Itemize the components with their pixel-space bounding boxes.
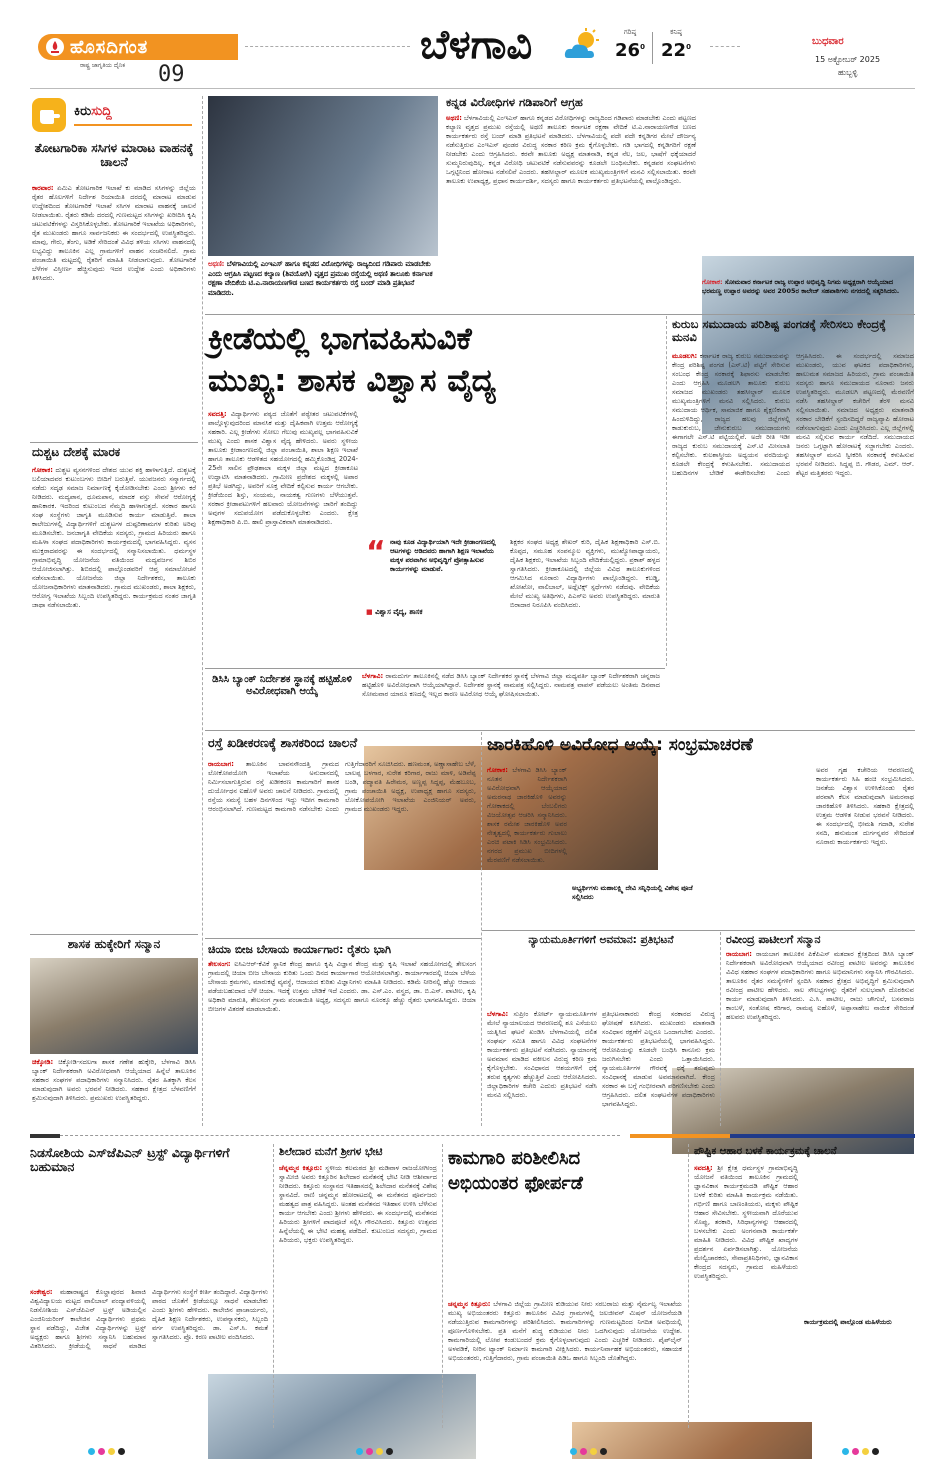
reg-dot [366, 1448, 373, 1455]
lamp-icon [46, 38, 64, 56]
dateline: ಸವದತ್ತಿ: [208, 410, 227, 418]
dateline: ಬೆಳಗಾವಿ: [487, 1010, 509, 1018]
story-jarkiholi-1: ಗೋಕಾಕ: ಬೆಳಗಾವಿ ಡಿಸಿಸಿ ಬ್ಯಾಂಕ್ ನೂತನ ನಿರ್ದೇಶಕರಾಗಿ ಅವಿರೋಧವಾಗಿ ಆಯ್ಕೆಯಾದ ಅಮರನಾಥ ಜಾರಕಿಹೊಳಿ ಅವರನ್ನು ಗೋಕಾಕದಲ್ಲಿ ಬೆಂಬಲಿಗರು ವಿಜಯೋತ್ಸವ ಆಚರಿಸಿ ಸನ್ಮಾನಿಸಿದರು. ಶಾಸಕ ರಮೇಶ ಜಾರಕಿಹೊಳಿ ಅವರ ನೇತೃತ್ವದಲ್ಲಿ ಕಾರ್ಯಕರ್ತರು ಗುಲಾಲು ಎರಚಿ ಪಟಾಕಿ ಸಿಡಿಸಿ ಸಂಭ್ರಮಿಸಿದರು. ನಗರದ ಪ್ರಮುಖ ಬೀದಿಗಳಲ್ಲಿ ಮೆರವಣಿಗೆ ನಡೆಸಲಾಯಿತು. [487, 766, 567, 864]
story-jarkiholi-2: ಅವರ ಗೃಹ ಕಚೇರಿಯ ಆವರಣದಲ್ಲಿ ಕಾರ್ಯಕರ್ತರು ಸಿಹಿ ಹಂಚಿ ಸಂಭ್ರಮಿಸಿದರು. ಜನತೆಯ ವಿಶ್ವಾಸ ಉಳಿಸಿಕೊಂಡು ರೈತರ ಪರವಾಗಿ ಕೆಲಸ ಮಾಡುವುದಾಗಿ ಅಮರನಾಥ ಜಾರಕಿಹೊಳಿ ತಿಳಿಸಿದರು. ಸಹಕಾರಿ ಕ್ಷೇತ್ರದಲ್ಲಿ ಉತ್ತಮ ಆಡಳಿತ ನೀಡುವ ಭರವಸೆ ನೀಡಿದರು. ಈ ಸಂದರ್ಭದಲ್ಲಿ ಭೀಮಶಿ ಗದಾಡಿ, ಸುರೇಶ ಸನದಿ, ಹನುಮಂತ ದುರ್ಗನ್ನವರ ಸೇರಿದಂತೆ ನೂರಾರು ಕಾರ್ಯಕರ್ತರು ಇದ್ದರು. [816, 766, 914, 846]
story-hl-addiction: ದುಶ್ಚಟ ದೇಶಕ್ಕೆ ಮಾರಕ [32, 445, 121, 459]
story-kannada: ಅಥಣಿ: ಬೆಳಗಾವಿಯಲ್ಲಿ ಎಂಇಎಸ್ ಹಾಗೂ ಕನ್ನಡದ ವಿರೋಧಿಗಳನ್ನು ರಾಜ್ಯದಿಂದ ಗಡಿಪಾರು ಮಾಡಬೇಕು ಎಂದು ಪಟ್ಟಣದ ಕಲ್ಯಾಣ ವೃತ್ತದ ಪ್ರಮುಖ ರಸ್ತೆಯಲ್ಲಿ ಅಥಣಿ ತಾಲೂಕು ಕರ್ನಾಟಕ ರಕ್ಷಣಾ ವೇದಿಕೆ ಟಿ.ಎ.ನಾರಾಯಣಗೌಡ ಬಣದ ಕಾರ್ಯಕರ್ತರು ರಸ್ತೆ ಬಂದ್ ಮಾಡಿ ಪ್ರತಿಭಟನೆ ಮಾಡಿದರು. ಬೆಳಗಾವಿಯಲ್ಲಿ ಪದೇ ಪದೇ ಕನ್ನಡಿಗರ ಮೇಲೆ ದೌರ್ಜನ್ಯ ನಡೆಸುತ್ತಿರುವ ಎಂಇಎಸ್ ಪುಂಡರ ವಿರುದ್ಧ ಸರಕಾರ ಕಠಿಣ ಕ್ರಮ ಕೈಗೊಳ್ಳಬೇಕು. ಗಡಿ ಭಾಗದಲ್ಲಿ ಕನ್ನಡಿಗರಿಗೆ ರಕ್ಷಣೆ ನೀಡಬೇಕು ಎಂದು ಆಗ್ರಹಿಸಿದರು. ಕರವೇ ತಾಲೂಕು ಅಧ್ಯಕ್ಷ ಮಾತನಾಡಿ, ಕನ್ನಡ ನೆಲ, ಜಲ, ಭಾಷೆಗೆ ಧಕ್ಕೆಯಾದರೆ ಸುಮ್ಮನಿರುವುದಿಲ್ಲ. ಕನ್ನಡ ವಿರೋಧಿ ಚಟುವಟಿಕೆ ನಡೆಸುವವರನ್ನು ಕೂಡಲೇ ಬಂಧಿಸಬೇಕು. ಕನ್ನಡಪರ ಸಂಘಟನೆಗಳು ಒಗ್ಗಟ್ಟಿನಿಂದ ಹೋರಾಟ ನಡೆಸಲಿವೆ ಎಂದರು. ತಹಸೀಲ್ದಾರ್ ಮೂಲಕ ಮುಖ್ಯಮಂತ್ರಿಗಳಿಗೆ ಮನವಿ ಸಲ್ಲಿಸಲಾಯಿತು. ಕರವೇ ತಾಲೂಕು ಉಪಾಧ್ಯಕ್ಷ, ಪ್ರಧಾನ ಕಾರ್ಯದರ್ಶಿ, ಸದಸ್ಯರು ಹಾಗೂ ಕಾರ್ಯಕರ್ತರು ಪ್ರತಿಭಟನೆಯಲ್ಲಿ ಪಾಲ್ಗೊಂಡಿದ್ದರು. [446, 114, 696, 185]
reg-dot [862, 1448, 869, 1455]
divider [205, 730, 915, 731]
kirusuddi-column [30, 96, 198, 1126]
lead-headline [208, 318, 660, 404]
photo-protest-road [208, 96, 438, 256]
story-kuruba: ಮೂಡಲಗಿ: ಕರ್ನಾಟಕ ರಾಜ್ಯ ಕುರುಬ ಸಮುದಾಯವನ್ನು ಕೇಂದ್ರ ಪರಿಶಿಷ್ಟ ಪಂಗಡ (ಎಸ್.ಟಿ) ಪಟ್ಟಿಗೆ ಸೇರಿಸುವ ಸಂಬಂಧ ಕೇಂದ್ರ ಸರಕಾರಕ್ಕೆ ಶಿಫಾರಸು ಮಾಡಬೇಕು ಎಂದು ಆಗ್ರಹಿಸಿ ಮೂಡಲಗಿ ತಾಲೂಕು ಕುರುಬ ಸಮಾಜದ ಮುಖಂಡರು ತಹಸೀಲ್ದಾರ್ ಮೂಲಕ ಮುಖ್ಯಮಂತ್ರಿಗಳಿಗೆ ಮನವಿ ಸಲ್ಲಿಸಿದರು. ಕುರುಬ ಸಮುದಾಯ ಆರ್ಥಿಕ, ಸಾಮಾಜಿಕ ಹಾಗೂ ಶೈಕ್ಷಣಿಕವಾಗಿ ಹಿಂದುಳಿದಿದ್ದು, ರಾಜ್ಯದ ಹಲವು ಜಿಲ್ಲೆಗಳಲ್ಲಿ ಕಾಡುಕುರುಬ, ಜೇನುಕುರುಬ ಸಮುದಾಯಗಳು ಈಗಾಗಲೇ ಎಸ್.ಟಿ ಪಟ್ಟಿಯಲ್ಲಿವೆ. ಅದೇ ರೀತಿ ಇಡೀ ರಾಜ್ಯದ ಕುರುಬ ಸಮುದಾಯಕ್ಕೆ ಎಸ್.ಟಿ ಮೀಸಲಾತಿ ಕಲ್ಪಿಸಬೇಕು. ಕುಲಶಾಸ್ತ್ರೀಯ ಅಧ್ಯಯನ ವರದಿಯನ್ನು ಕೂಡಲೇ ಕೇಂದ್ರಕ್ಕೆ ಕಳುಹಿಸಬೇಕು. ಸಮುದಾಯದ ಬಹುದಿನಗಳ ಬೇಡಿಕೆ ಈಡೇರಿಸಬೇಕು ಎಂದು ಆಗ್ರಹಿಸಿದರು. ಈ ಸಂದರ್ಭದಲ್ಲಿ ಸಮಾಜದ ಮುಖಂಡರು, ಯುವ ಘಟಕದ ಪದಾಧಿಕಾರಿಗಳು, ಹಾಲುಮತ ಸಮಾಜದ ಹಿರಿಯರು, ಗ್ರಾಮ ಪಂಚಾಯಿತಿ ಸದಸ್ಯರು ಹಾಗೂ ಸಮುದಾಯದ ನೂರಾರು ಜನರು ಉಪಸ್ಥಿತರಿದ್ದರು. ಮೂಡಲಗಿ ಪಟ್ಟಣದಲ್ಲಿ ಮೆರವಣಿಗೆ ನಡೆಸಿ ತಹಸೀಲ್ದಾರ್ ಕಚೇರಿಗೆ ತೆರಳಿ ಮನವಿ ಸಲ್ಲಿಸಲಾಯಿತು. ಸಮಾಜದ ಅಧ್ಯಕ್ಷರು ಮಾತನಾಡಿ ಸರಕಾರ ಬೇಡಿಕೆಗೆ ಸ್ಪಂದಿಸದಿದ್ದರೆ ರಾಜ್ಯವ್ಯಾಪಿ ಹೋರಾಟ ನಡೆಸಲಾಗುವುದು ಎಂದು ಎಚ್ಚರಿಸಿದರು. ಎಲ್ಲ ಜಿಲ್ಲೆಗಳಲ್ಲಿ ಮನವಿ ಸಲ್ಲಿಸುವ ಕಾರ್ಯ ನಡೆದಿದೆ. ಸಮುದಾಯದ ಜನರು ಒಗ್ಗಟ್ಟಾಗಿ ಹೋರಾಟಕ್ಕೆ ಸಜ್ಜಾಗಬೇಕು ಎಂದರು. ತಹಸೀಲ್ದಾರ್ ಮನವಿ ಸ್ವೀಕರಿಸಿ ಸರಕಾರಕ್ಕೆ ಕಳುಹಿಸುವ ಭರವಸೆ ನೀಡಿದರು. ಸಿದ್ದಪ್ಪ ಬಿ. ಗೌಡರ, ಎಮ್. ಆರ್. ಶೆಟ್ಟರ ಮತ್ತಿತರರು ಇದ್ದರು. [672, 352, 914, 477]
dateline: ಗೋಕಾಕ: [702, 278, 723, 286]
brand-logo-box [46, 34, 226, 60]
header-rule-right [710, 46, 740, 47]
divider [205, 314, 915, 315]
dateline: ರಾಯಬಾಗ: [208, 760, 234, 768]
dateline: ಚಿಕ್ಕೋಡಿ: [32, 1058, 54, 1066]
issue-date: 15 ಅಕ್ಟೋಬರ್ 2025 [815, 55, 881, 64]
lead-body-2: ಶಿಕ್ಷಕರ ಸಂಘದ ಅಧ್ಯಕ್ಷ ಶೇಖರ್ ಕುರಿ, ದೈಹಿಕ ಶಿಕ್ಷಣಾಧಿಕಾರಿ ಎಸ್.ಬಿ. ಕೊಪ್ಪದ, ಸಮೂಹ ಸಂಪನ್ಮೂಲ ವ್ಯಕ್ತಿಗಳು, ಮುಖ್ಯೋಪಾಧ್ಯಾಯರು, ದೈಹಿಕ ಶಿಕ್ಷಕರು, ಇಲಾಖೆಯ ಸಿಬ್ಬಂದಿ ವೇದಿಕೆಯಲ್ಲಿದ್ದರು. ಪ್ರಕಾಶ್ ಹಳ್ಳದ ಸ್ವಾಗತಿಸಿದರು. ಕ್ರೀಡಾಕೂಟದಲ್ಲಿ ಜಿಲ್ಲೆಯ ವಿವಿಧ ತಾಲೂಕುಗಳಿಂದ ಆಗಮಿಸಿದ ನೂರಾರು ವಿದ್ಯಾರ್ಥಿಗಳು ಪಾಲ್ಗೊಂಡಿದ್ದರು. ಕಬಡ್ಡಿ, ಖೋಖೋ, ವಾಲಿಬಾಲ್, ಅಥ್ಲೆಟಿಕ್ಸ್ ಸ್ಪರ್ಧೆಗಳು ನಡೆದವು. ವೇದಿಕೆಯ ಮೇಲೆ ಮುಖ್ಯ ಅತಿಥಿಗಳು, ಪಿಎಸ್ಐ ಅವರು ಉಪಸ್ಥಿತರಿದ್ದರು. ಮಾರುತಿ ಬಿರಾದಾರ ನಿರೂಪಿಸಿ ವಂದಿಸಿದರು. [510, 538, 660, 609]
column-rule [720, 932, 721, 1126]
reg-dot [386, 1448, 393, 1455]
page-number: 09 [158, 62, 185, 87]
column-rule [481, 732, 482, 1126]
brand-tagline: ರಾಷ್ಟ್ರ ಜಾಗೃತಿಯ ದೈನಿಕ [80, 62, 126, 69]
story-hl-nidasoshi: ನಿಡಸೋಶಿಯ ಎಸ್‌ಜೆಪಿಎನ್ ಟ್ರಸ್ಟ್ ವಿದ್ಯಾರ್ಥಿಗಳಿಗೆ ಬಹುಮಾನ [30, 1145, 230, 1175]
story-chia: ತೇಲಸಂಗ: ಐಸಿಎಆರ್-ಕೆವಿಕೆ ಸ್ಥಾನಿಕ ಕೇಂದ್ರ ಹಾಗೂ ಕೃಷಿ ವಿಜ್ಞಾನ ಕೇಂದ್ರ ಮತ್ತು ಕೃಷಿ ಇಲಾಖೆ ಸಹಯೋಗದಲ್ಲಿ ತೇಲಸಂಗ ಗ್ರಾಮದಲ್ಲಿ ಚಿಯಾ ಬೀಜ ಬೇಸಾಯ ಕುರಿತು ಒಂದು ದಿನದ ಕಾರ್ಯಾಗಾರ ಆಯೋಜಿಸಲಾಗಿತ್ತು. ಕಾರ್ಯಾಗಾರದಲ್ಲಿ ಚಿಯಾ ಬೆಳೆಯ ಬೇಸಾಯ ಕ್ರಮಗಳು, ಮಾರುಕಟ್ಟೆ ವ್ಯವಸ್ಥೆ, ಆದಾಯದ ಕುರಿತು ವಿಜ್ಞಾನಿಗಳು ಮಾಹಿತಿ ನೀಡಿದರು. ಕಡಿಮೆ ನೀರಿನಲ್ಲಿ ಹೆಚ್ಚು ಆದಾಯ ಪಡೆಯಬಹುದಾದ ಬೆಳೆ ಚಿಯಾ. ಇದಕ್ಕೆ ಉತ್ತಮ ಬೇಡಿಕೆ ಇದೆ ಎಂದರು. ಡಾ. ಎಸ್.ಎಂ. ವಸ್ತ್ರದ, ಡಾ. ಬಿ.ಎಸ್. ಪಾಟೀಲ, ಕೃಷಿ ಅಧಿಕಾರಿ ಮಾರುತಿ, ತೇಲಸಂಗ ಗ್ರಾಮ ಪಂಚಾಯಿತಿ ಅಧ್ಯಕ್ಷ, ಸದಸ್ಯರು ಹಾಗೂ ನೂರಕ್ಕೂ ಹೆಚ್ಚು ರೈತರು ಭಾಗವಹಿಸಿದ್ದರು. ಚಿಯಾ ಬೀಜಗಳ ವಿತರಣೆ ಮಾಡಲಾಯಿತು. [208, 960, 476, 1013]
dateline: ಗೋಕಾಕ: [32, 466, 53, 474]
reg-dot [872, 1448, 879, 1455]
story-hl-engineer [448, 1146, 682, 1200]
story-nutrition: ಸವದತ್ತಿ: ಶ್ರೀ ಕ್ಷೇತ್ರ ಧರ್ಮಸ್ಥಳ ಗ್ರಾಮಾಭಿವೃದ್ಧಿ ಯೋಜನೆ ವತಿಯಿಂದ ತಾಲೂಕಿನ ಗ್ರಾಮದಲ್ಲಿ ಜ್ಞಾನವಿಕಾಸ ಕಾರ್ಯಕ್ರಮದಡಿ ಪೌಷ್ಟಿಕ ಆಹಾರ ಬಳಕೆ ಕುರಿತು ಮಾಹಿತಿ ಕಾರ್ಯಕ್ರಮ ನಡೆಯಿತು. ಗರ್ಭಿಣಿ ಹಾಗೂ ಬಾಣಂತಿಯರು, ಮಕ್ಕಳು ಪೌಷ್ಟಿಕ ಆಹಾರ ಸೇವಿಸಬೇಕು. ಸ್ಥಳೀಯವಾಗಿ ದೊರೆಯುವ ಸೊಪ್ಪು, ತರಕಾರಿ, ಸಿರಿಧಾನ್ಯಗಳನ್ನು ಆಹಾರದಲ್ಲಿ ಬಳಸಬೇಕು ಎಂದು ಅಂಗನವಾಡಿ ಕಾರ್ಯಕರ್ತೆ ಮಾಹಿತಿ ನೀಡಿದರು. ವಿವಿಧ ಪೌಷ್ಟಿಕ ಖಾದ್ಯಗಳ ಪ್ರದರ್ಶನ ಏರ್ಪಡಿಸಲಾಗಿತ್ತು. ಯೋಜನೆಯ ಮೇಲ್ವಿಚಾರಕರು, ಸೇವಾಪ್ರತಿನಿಧಿಗಳು, ಜ್ಞಾನವಿಕಾಸ ಕೇಂದ್ರದ ಸದಸ್ಯರು, ಗ್ರಾಮದ ಮಹಿಳೆಯರು ಉಪಸ್ಥಿತರಿದ್ದರು. [694, 1164, 798, 1280]
story-hl-nutrition: ಪೌಷ್ಟಿಕ ಆಹಾರ ಬಳಕೆ ಕಾರ್ಯಕ್ರಮಕ್ಕೆ ಚಾಲನೆ [694, 1146, 837, 1157]
divider [30, 934, 198, 935]
dateline: ಸವದತ್ತಿ: [694, 1164, 713, 1172]
kirusuddi-underline [74, 124, 192, 126]
min-temp: 22 [661, 40, 687, 61]
brand-name: ಹೊಸದಿಗಂತ [70, 36, 149, 58]
max-temp-box [610, 28, 650, 68]
engineer-headline-line1: ಕಾಮಗಾರಿ ಪರಿಶೀಲಿಸಿದ [448, 1148, 581, 1169]
rule-accent [730, 1134, 915, 1138]
kirusuddi-badge [30, 96, 198, 136]
registration-marks-center-left [356, 1440, 416, 1450]
reg-dot [842, 1448, 849, 1455]
reg-dot [852, 1448, 859, 1455]
reg-dot [356, 1448, 363, 1455]
story-hl-kuruba: ಕುರುಬ ಸಮುದಾಯ ಪರಿಶಿಷ್ಟ ಪಂಗಡಕ್ಕೆ ಸೇರಿಸಲು ಕೇಂದ್ರಕ್ಕೆ ಮನವಿ [672, 317, 886, 345]
kirusuddi-label-b: ಸುದ್ದಿ [91, 104, 112, 119]
story-hl-dcc: ಡಿಸಿಸಿ ಬ್ಯಾಂಕ್ ನಿರ್ದೇಶಕ ಸ್ಥಾನಕ್ಕೆ ಹಟ್ಟಿಹೊಳಿ ಅವಿರೋಧವಾಗಿ ಆಯ್ಕೆ [212, 674, 352, 697]
dateline: ಅಥಣಿ: [446, 114, 462, 122]
quote-icon: “ [366, 535, 386, 570]
story-hl-road: ರಸ್ತೆ ಖಡೀಕರಣಕ್ಕೆ ಶಾಸಕರಿಂದ ಚಾಲನೆ [208, 735, 358, 750]
column-rule [688, 1144, 689, 1428]
lead-headline-line2: ಮುಖ್ಯ: ಶಾಸಕ ವಿಶ್ವಾಸ ವೈದ್ಯ [208, 363, 496, 399]
city-name: ಬೆಳಗಾವಿ [420, 22, 533, 68]
photo-hukkeri-felicitation [30, 958, 198, 1054]
column-rule [442, 1144, 443, 1428]
registration-marks-center-right [570, 1440, 630, 1450]
deg-mark-min: 0 [686, 43, 691, 51]
reg-dot [570, 1448, 577, 1455]
story-judges-2: ಪ್ರತಿಭಟನಾಕಾರರು ಕೇಂದ್ರ ಸರಕಾರದ ವಿರುದ್ಧ ಘೋಷಣೆ ಕೂಗಿದರು. ಮುಖಂಡರು ಮಾತನಾಡಿ ಸಂವಿಧಾನ ರಕ್ಷಣೆಗೆ ಎಲ್ಲರೂ ಒಂದಾಗಬೇಕು ಎಂದರು. ಕಾರ್ಯಕರ್ತರು ಪ್ರತಿಭಟನೆಯಲ್ಲಿ ಭಾಗವಹಿಸಿದ್ದರು. ಆರೋಪಿಯನ್ನು ಕೂಡಲೇ ಬಂಧಿಸಿ ಕಾನೂನು ಕ್ರಮ ಜರುಗಿಸಬೇಕು ಎಂದು ಒತ್ತಾಯಿಸಿದರು. ನ್ಯಾಯಮೂರ್ತಿಗಳ ಗೌರವಕ್ಕೆ ಧಕ್ಕೆ ತರುವುದು ಸಂವಿಧಾನಕ್ಕೆ ಮಾಡುವ ಅವಮಾನವಾಗಿದೆ. ಕೇಂದ್ರ ಸರಕಾರ ಈ ಬಗ್ಗೆ ಗಂಭೀರವಾಗಿ ಪರಿಗಣಿಸಬೇಕು ಎಂದು ಆಗ್ರಹಿಸಿದರು. ದಲಿತ ಸಂಘಟನೆಗಳ ಪದಾಧಿಕಾರಿಗಳು ಭಾಗವಹಿಸಿದ್ದರು. [602, 1010, 715, 1108]
story-nidasoshi: ಸಂಕೇಶ್ವರ: ಮಹಾರಾಷ್ಟ್ರದ ಕೊಲ್ಹಾಪುರದ ಶಿವಾಜಿ ವಿಶ್ವವಿದ್ಯಾಲಯ ಮಟ್ಟದ ವಾಲಿಬಾಲ್ ಪಂದ್ಯಾವಳಿಯಲ್ಲಿ ನಿಡಸೋಶಿಯ ಎಸ್‌ಜೆಪಿಎನ್ ಟ್ರಸ್ಟ್ ಅಡಿಯಲ್ಲಿನ ಎಂಜಿನಿಯರಿಂಗ್ ಕಾಲೇಜಿನ ವಿದ್ಯಾರ್ಥಿಗಳು ಪ್ರಥಮ ಸ್ಥಾನ ಪಡೆದಿದ್ದು, ವಿಜೇತ ವಿದ್ಯಾರ್ಥಿಗಳನ್ನು ಟ್ರಸ್ಟ್ ಅಧ್ಯಕ್ಷರು ಹಾಗೂ ಶ್ರೀಗಳು ಸನ್ಮಾನಿಸಿ ಬಹುಮಾನ ವಿತರಿಸಿದರು. ಕ್ರೀಡೆಯಲ್ಲಿ ಸಾಧನೆ ಮಾಡಿದ ವಿದ್ಯಾರ್ಥಿಗಳು ಸಂಸ್ಥೆಗೆ ಕೀರ್ತಿ ತಂದಿದ್ದಾರೆ. ವಿದ್ಯಾರ್ಥಿಗಳು ಪಾಠದ ಜೊತೆಗೆ ಕ್ರೀಡೆಯಲ್ಲೂ ಸಾಧನೆ ಮಾಡಬೇಕು ಎಂದು ಶ್ರೀಗಳು ಹೇಳಿದರು. ಕಾಲೇಜಿನ ಪ್ರಾಚಾರ್ಯರು, ದೈಹಿಕ ಶಿಕ್ಷಣ ನಿರ್ದೇಶಕರು, ಉಪನ್ಯಾಸಕರು, ಸಿಬ್ಬಂದಿ ವರ್ಗ ಉಪಸ್ಥಿತರಿದ್ದರು. ಡಾ. ಎಸ್.ಸಿ. ಕಮತೆ ಸ್ವಾಗತಿಸಿದರು. ಪ್ರೊ. ಕಿರಣ ಪಾಟೀಲ ವಂದಿಸಿದರು. [30, 1288, 268, 1350]
header-bottom-rule [30, 88, 915, 89]
deg-mark-max: 0 [640, 43, 645, 51]
registration-marks-right [842, 1440, 902, 1450]
kirusuddi-label-a: ಕಿರು [74, 104, 92, 119]
divider [482, 930, 915, 931]
reg-dot [88, 1448, 95, 1455]
reg-dot [376, 1448, 383, 1455]
rule-accent [630, 1134, 730, 1138]
max-label: ಗರಿಷ್ಠ [623, 28, 637, 36]
story-judges-1: ಬೆಳಗಾವಿ: ಸುಪ್ರೀಂ ಕೋರ್ಟ್ ನ್ಯಾಯಮೂರ್ತಿಗಳ ಮೇಲೆ ನ್ಯಾಯಾಲಯದ ಆವರಣದಲ್ಲಿ ಶೂ ಎಸೆಯಲು ಯತ್ನಿಸಿದ ಘಟನೆ ಖಂಡಿಸಿ ಬೆಳಗಾವಿಯಲ್ಲಿ ದಲಿತ ಸಂಘರ್ಷ ಸಮಿತಿ ಹಾಗೂ ವಿವಿಧ ಸಂಘಟನೆಗಳ ಕಾರ್ಯಕರ್ತರು ಪ್ರತಿಭಟನೆ ನಡೆಸಿದರು. ನ್ಯಾಯಾಂಗಕ್ಕೆ ಅವಮಾನ ಮಾಡಿದ ವಕೀಲನ ವಿರುದ್ಧ ಕಠಿಣ ಕ್ರಮ ಕೈಗೊಳ್ಳಬೇಕು. ಸಂವಿಧಾನದ ಆಶಯಗಳಿಗೆ ಧಕ್ಕೆ ತರುವ ಕೃತ್ಯಗಳು ಹೆಚ್ಚುತ್ತಿವೆ ಎಂದು ಆರೋಪಿಸಿದರು. ಜಿಲ್ಲಾಧಿಕಾರಿಗಳ ಕಚೇರಿ ಎದುರು ಪ್ರತಿಭಟನೆ ನಡೆಸಿ ಮನವಿ ಸಲ್ಲಿಸಿದರು. [487, 1010, 597, 1099]
dateline: ಚನ್ನಮ್ಮನ ಕಿತ್ತೂರು: [448, 1300, 491, 1308]
divider [205, 668, 665, 669]
reg-dot [118, 1448, 125, 1455]
story-engineer: ಚನ್ನಮ್ಮನ ಕಿತ್ತೂರು: ಬೆಳಗಾವಿ ಜಿಲ್ಲೆಯ ಗ್ರಾಮೀಣ ಕುಡಿಯುವ ನೀರು ಸರಬರಾಜು ಮತ್ತು ನೈರ್ಮಲ್ಯ ಇಲಾಖೆಯ ಮುಖ್ಯ ಅಭಿಯಂತರರು ಕಿತ್ತೂರು ತಾಲೂಕಿನ ವಿವಿಧ ಗ್ರಾಮಗಳಲ್ಲಿ ಜಲಜೀವನ್ ಮಿಷನ್ ಯೋಜನೆಯಡಿ ನಡೆಯುತ್ತಿರುವ ಕಾಮಗಾರಿಗಳನ್ನು ಪರಿಶೀಲಿಸಿದರು. ಕಾಮಗಾರಿಗಳನ್ನು ಗುಣಮಟ್ಟದಿಂದ ನಿಗದಿತ ಅವಧಿಯಲ್ಲಿ ಪೂರ್ಣಗೊಳಿಸಬೇಕು. ಪ್ರತಿ ಮನೆಗೆ ಶುದ್ಧ ಕುಡಿಯುವ ನೀರು ಒದಗಿಸುವುದು ಯೋಜನೆಯ ಉದ್ದೇಶ. ಕಾಮಗಾರಿಯಲ್ಲಿ ಲೋಪ ಕಂಡುಬಂದರೆ ಕ್ರಮ ಕೈಗೊಳ್ಳಲಾಗುವುದು ಎಂದು ಎಚ್ಚರಿಕೆ ನೀಡಿದರು. ಪೈಪ್‌ಲೈನ್ ಅಳವಡಿಕೆ, ನೀರಿನ ಟ್ಯಾಂಕ್ ನಿರ್ಮಾಣ ಕಾಮಗಾರಿ ವೀಕ್ಷಿಸಿದರು. ಕಾರ್ಯನಿರ್ವಾಹಕ ಅಭಿಯಂತರರು, ಸಹಾಯಕ ಅಭಿಯಂತರರು, ಗುತ್ತಿಗೆದಾರರು, ಗ್ರಾಮ ಪಂಚಾಯಿತಿ ಪಿಡಿಒ ಹಾಗೂ ಸಿಬ್ಬಂದಿ ಜೊತೆಗಿದ್ದರು. [448, 1300, 682, 1362]
story-ravindra: ರಾಯಬಾಗ: ರಾಯಬಾಗ ತಾಲೂಕಿನ ಪಿಕೆಪಿಎಸ್ ಮತದಾರ ಕ್ಷೇತ್ರದಿಂದ ಡಿಸಿಸಿ ಬ್ಯಾಂಕ್ ನಿರ್ದೇಶಕರಾಗಿ ಅವಿರೋಧವಾಗಿ ಆಯ್ಕೆಯಾದ ರವೀಂದ್ರ ಪಾಟೀಲ ಅವರನ್ನು ತಾಲೂಕಿನ ವಿವಿಧ ಸಹಕಾರ ಸಂಘಗಳ ಪದಾಧಿಕಾರಿಗಳು ಹಾಗೂ ಅಭಿಮಾನಿಗಳು ಸನ್ಮಾನಿಸಿ ಗೌರವಿಸಿದರು. ತಾಲೂಕಿನ ರೈತರ ಸಮಸ್ಯೆಗಳಿಗೆ ಸ್ಪಂದಿಸಿ ಸಹಕಾರ ಕ್ಷೇತ್ರದ ಅಭಿವೃದ್ಧಿಗೆ ಶ್ರಮಿಸುವುದಾಗಿ ರವೀಂದ್ರ ಪಾಟೀಲ ಹೇಳಿದರು. ಸಾಲ ಸೌಲಭ್ಯಗಳನ್ನು ರೈತರಿಗೆ ಸುಲಭವಾಗಿ ದೊರಕಿಸುವ ಕಾರ್ಯ ಮಾಡುವುದಾಗಿ ತಿಳಿಸಿದರು. ಎ.ಸಿ. ಪಾಟೀಲ, ರಾಜು ಚೌಗುಲೆ, ಬಸವರಾಜ ಕಾಂಬಳೆ, ಸಂತೋಷ ಕರಿಗಾರ, ರಾಮಪ್ಪ ಐಹೊಳೆ, ಅಪ್ಪಾಸಾಹೇಬ ನಾಯಿಕ ಸೇರಿದಂತೆ ಹಲವರು ಉಪಸ್ಥಿತರಿದ್ದರು. [726, 950, 914, 1021]
masthead [0, 0, 945, 92]
issue-place: ಹುಬ್ಬಳ್ಳಿ [838, 68, 858, 77]
temp-divider [652, 32, 653, 64]
story-hl-siledar: ಶಿಲೇದಾರ ಮನೆಗೆ ಶ್ರೀಗಳ ಭೇಟಿ [279, 1146, 383, 1158]
max-temp: 26 [615, 40, 641, 61]
story-road: ರಾಯಬಾಗ: ತಾಲೂಕಿನ ಬಾವನಸೌಂದತ್ತಿ ಗ್ರಾಮದ ಲೋಕೋಪಯೋಗಿ ಇಲಾಖೆಯ ಅನುದಾನದಲ್ಲಿ ನಿರ್ಮಿಸಲಾಗುತ್ತಿರುವ ರಸ್ತೆ ಖಡೀಕರಣ ಕಾಮಗಾರಿಗೆ ಶಾಸಕ ದುರ್ಯೋಧನ ಐಹೊಳೆ ಅವರು ಚಾಲನೆ ನೀಡಿದರು. ಗ್ರಾಮದಲ್ಲಿ ರಸ್ತೆಯ ಸಮಸ್ಯೆ ಬಹಳ ದಿನಗಳಿಂದ ಇದ್ದು ಇದೀಗ ಕಾಮಗಾರಿ ಆರಂಭಿಸಲಾಗಿದೆ. ಗುಣಮಟ್ಟದ ಕಾಮಗಾರಿ ನಡೆಸಬೇಕು ಎಂದು ಗುತ್ತಿಗೆದಾರರಿಗೆ ಸೂಚಿಸಿದರು. ಹಣಮಂತ, ಅಣ್ಣಾಸಾಹೇಬ ಬೆಳೆ, ಬಾಲಪ್ಪ ಬಳಗಾರ, ಸುರೇಶ ಕರಿಗಾರ, ರಾಜು ಮಾಳಿ, ಅಡಿವೆಪ್ಪ ಬಂಡಿ, ಪದ್ಮಾವತಿ ಹಿರೇಮಠ, ಅಣ್ಣಪ್ಪ ಸಿದ್ದಪ್ಪ, ಮೆಹಬೂಬ, ಗ್ರಾಮ ಪಂಚಾಯಿತಿ ಅಧ್ಯಕ್ಷ, ಉಪಾಧ್ಯಕ್ಷ ಹಾಗೂ ಸದಸ್ಯರು, ಲೋಕೋಪಯೋಗಿ ಇಲಾಖೆಯ ಎಂಜಿನಿಯರ್ ಅವರು, ಗ್ರಾಮದ ಮುಖಂಡರು ಇದ್ದರು. [208, 760, 476, 813]
column-rule [273, 1144, 274, 1428]
column-rule [666, 316, 667, 666]
story-hl-horticulture: ತೋಟಗಾರಿಕಾ ಸಸಿಗಳ ಮಾರಾಟ ವಾಹನಕ್ಕೆ ಚಾಲನೆ [34, 141, 194, 169]
caption-nutrition: ಕಾರ್ಯಕ್ರಮದಲ್ಲಿ ಪಾಲ್ಗೊಂಡ ಮಹಿಳೆಯರು [804, 1318, 892, 1326]
section-rule-orange [30, 1134, 915, 1138]
quote-byline: ■ ವಿಶ್ವಾಸ ವೈದ್ಯ, ಶಾಸಕ [366, 608, 423, 616]
dateline: ಕಾರವಾರ: [32, 184, 54, 192]
story-hl-hukkeri: ಶಾಸಕ ಹುಕ್ಕೇರಿಗೆ ಸನ್ಮಾನ [67, 937, 161, 951]
dateline: ಚೆನ್ನಮ್ಮನ ಕಿತ್ತೂರು: [279, 1164, 323, 1172]
pointing-hand-icon [32, 98, 66, 132]
rule-accent [30, 1134, 60, 1138]
dateline: ಬೆಳಗಾವಿ: [362, 672, 384, 680]
dateline: ಅಥಣಿ: [208, 260, 225, 268]
divider [30, 442, 198, 443]
engineer-headline-line2: ಅಭಿಯಂತರ ಫೋರ್ಪಡೆ [448, 1173, 583, 1194]
dateline: ಸಂಕೇಶ್ವರ: [30, 1288, 53, 1296]
column-rule [202, 96, 203, 1126]
reg-dot [580, 1448, 587, 1455]
story-hukkeri: ಚಿಕ್ಕೋಡಿ: ಚಿಕ್ಕೋಡಿ-ಸದಲಗಾ ಶಾಸಕ ಗಣೇಶ ಹುಕ್ಕೇರಿ, ಬೆಳಗಾವಿ ಡಿಸಿಸಿ ಬ್ಯಾಂಕ್ ನಿರ್ದೇಶಕರಾಗಿ ಅವಿರೋಧವಾಗಿ ಆಯ್ಕೆಯಾದ ಹಿನ್ನೆಲೆ ತಾಲೂಕಿನ ಸಹಕಾರ ಸಂಘಗಳ ಪದಾಧಿಕಾರಿಗಳು ಸನ್ಮಾನಿಸಿದರು. ರೈತರ ಹಿತಕ್ಕಾಗಿ ಕೆಲಸ ಮಾಡುವುದಾಗಿ ಅವರು ಭರವಸೆ ನೀಡಿದರು. ಸಹಕಾರ ಕ್ಷೇತ್ರದ ಬೆಳವಣಿಗೆಗೆ ಶ್ರಮಿಸುವುದಾಗಿ ತಿಳಿಸಿದರು. ಪ್ರಮುಖರು ಉಪಸ್ಥಿತರಿದ್ದರು. [32, 1058, 196, 1102]
dateline: ತೇಲಸಂಗ: [208, 960, 231, 968]
reg-dot [600, 1448, 607, 1455]
reg-dot [98, 1448, 105, 1455]
story-hl-judges: ನ್ಯಾಯಮೂರ್ತಿಗಳಿಗೆ ಅವಮಾನ: ಪ್ರತಿಭಟನೆ [528, 934, 674, 946]
story-hl-ravindra: ರವೀಂದ್ರ ಪಾಟೀಲಗೆ ಸನ್ಮಾನ [726, 933, 821, 946]
reg-dot [590, 1448, 597, 1455]
dateline: ಮೂಡಲಗಿ: [672, 352, 698, 360]
story-horticulture: ಕಾರವಾರ: ಏಮಿಎ ತೋಟಗಾರಿಕ ಇಲಾಖೆ ಕು ಮಾಡಿದ ಸಸಿಗಳನ್ನು ಜಿಲ್ಲೆಯ ರೈತರ ಹೊಲಗಳಿಗೆ ನಿರ್ದೇಶ ರಿಯಾಯಿತಿ ದರದಲ್ಲಿ ಮಾರಾಟ ಮಾಡುವ ಉದ್ದೇಶದಿಂದ ತೋಟಗಾರಿಕೆ ಇಲಾಖೆ ಸಸಿಗಳ ಮಾರಾಟ ವಾಹನಕ್ಕೆ ಚಾಲನೆ ನೀಡಲಾಯಿತು. ರೈತರು ಕಡಿಮೆ ದರದಲ್ಲಿ ಗುಣಮಟ್ಟದ ಸಸಿಗಳನ್ನು ಖರೀದಿಸಿ ಕೃಷಿ ಚಟುವಟಿಕೆಗಳನ್ನು ವಿಸ್ತರಿಸಿಕೊಳ್ಳಬೇಕು. ತೋಟಗಾರಿಕೆ ಇಲಾಖೆಯ ಅಧಿಕಾರಿಗಳು, ರೈತ ಮುಖಂಡರು ಹಾಗೂ ಸಾರ್ವಜನಿಕರು ಈ ಸಂದರ್ಭದಲ್ಲಿ ಉಪಸ್ಥಿತರಿದ್ದರು. ಮಾವು, ಗೇರು, ತೆಂಗು, ಅಡಿಕೆ ಸೇರಿದಂತೆ ವಿವಿಧ ತಳಿಯ ಸಸಿಗಳು ವಾಹನದಲ್ಲಿ ಲಭ್ಯವಿದ್ದು ತಾಲೂಕಿನ ಎಲ್ಲ ಗ್ರಾಮಗಳಿಗೆ ವಾಹನ ಸಂಚರಿಸಲಿದೆ. ಗ್ರಾಮ ಪಂಚಾಯಿತಿ ಮಟ್ಟದಲ್ಲಿ ರೈತರಿಗೆ ಮಾಹಿತಿ ನೀಡಲಾಗುವುದು. ತೋಟಗಾರಿಕೆ ಬೆಳೆಗಳ ವಿಸ್ತೀರ್ಣ ಹೆಚ್ಚಿಸುವುದು ಇದರ ಉದ್ದೇಶ ಎಂದು ಅಧಿಕಾರಿಗಳು ತಿಳಿಸಿದರು. [32, 184, 196, 282]
issue-day: ಬುಧವಾರ [812, 36, 844, 47]
story-hl-kannada: ಕನ್ನಡ ವಿರೋಧಿಗಳ ಗಡಿಪಾರಿಗೆ ಆಗ್ರಹ [446, 95, 583, 109]
story-addiction: ಗೋಕಾಕ: ದುಶ್ಚಟ ವ್ಯಸನಗಳಿಂದ ದೇಶದ ಯುವ ಶಕ್ತಿ ಹಾಳಾಗುತ್ತಿದೆ. ದುಶ್ಚಟಕ್ಕೆ ಬಲಿಯಾದವರ ಕುಟುಂಬಗಳು ಬೀದಿಗೆ ಬರುತ್ತಿವೆ. ಯುವಜನರು ಸನ್ಮಾರ್ಗದಲ್ಲಿ ನಡೆದು ಸದೃಢ ಸಮಾಜ ನಿರ್ಮಾಣಕ್ಕೆ ಕೈಜೋಡಿಸಬೇಕು ಎಂದು ಶ್ರೀಗಳು ಕರೆ ನೀಡಿದರು. ಮದ್ಯಪಾನ, ಧೂಮಪಾನ, ಮಾದಕ ವಸ್ತು ಸೇವನೆ ಆರೋಗ್ಯಕ್ಕೆ ಹಾನಿಕಾರಕ. ಇದರಿಂದ ಕುಟುಂಬದ ನೆಮ್ಮದಿ ಹಾಳಾಗುತ್ತದೆ. ಸರಕಾರ ಹಾಗೂ ಸಂಘ ಸಂಸ್ಥೆಗಳು ಜಾಗೃತಿ ಮೂಡಿಸುವ ಕಾರ್ಯ ಮಾಡುತ್ತಿವೆ. ಶಾಲಾ ಕಾಲೇಜುಗಳಲ್ಲಿ ವಿದ್ಯಾರ್ಥಿಗಳಿಗೆ ದುಶ್ಚಟಗಳ ದುಷ್ಪರಿಣಾಮಗಳ ಕುರಿತು ಅರಿವು ಮೂಡಿಸಬೇಕು. ಜನಜಾಗೃತಿ ವೇದಿಕೆಯ ಸದಸ್ಯರು, ಗ್ರಾಮದ ಹಿರಿಯರು ಹಾಗೂ ಮಹಿಳಾ ಸಂಘದ ಪದಾಧಿಕಾರಿಗಳು ಕಾರ್ಯಕ್ರಮದಲ್ಲಿ ಭಾಗವಹಿಸಿದ್ದರು. ವ್ಯಸನ ಮುಕ್ತರಾದವರನ್ನು ಈ ಸಂದರ್ಭದಲ್ಲಿ ಸನ್ಮಾನಿಸಲಾಯಿತು. ಧರ್ಮಸ್ಥಳ ಗ್ರಾಮಾಭಿವೃದ್ಧಿ ಯೋಜನೆಯ ವತಿಯಿಂದ ಮದ್ಯವರ್ಜನ ಶಿಬಿರ ಆಯೋಜಿಸಲಾಗಿತ್ತು. ಶಿಬಿರದಲ್ಲಿ ಪಾಲ್ಗೊಂಡವರಿಗೆ ಆಪ್ತ ಸಮಾಲೋಚನೆ ನಡೆಸಲಾಯಿತು. ಯೋಜನೆಯ ಜಿಲ್ಲಾ ನಿರ್ದೇಶಕರು, ತಾಲೂಕು ಯೋಜನಾಧಿಕಾರಿಗಳು ಮಾತನಾಡಿದರು. ಗ್ರಾಮದ ಮುಖಂಡರು, ಶಾಲಾ ಶಿಕ್ಷಕರು, ಆರೋಗ್ಯ ಇಲಾಖೆಯ ಸಿಬ್ಬಂದಿ ಉಪಸ್ಥಿತರಿದ್ದರು. ಕಾರ್ಯಕ್ರಮದ ನಂತರ ಜಾಗೃತಿ ಜಾಥಾ ನಡೆಸಲಾಯಿತು. [32, 466, 196, 609]
quote-box [364, 536, 504, 644]
header-rule-left [245, 46, 410, 47]
registration-marks-left [88, 1440, 148, 1450]
caption-jarkiholi: ಅಭ್ಯರ್ಥಿಗಳು ಮಹಾಲಕ್ಷ್ಮಿ ದೇವಿ ಸನ್ನಿಧಿಯಲ್ಲಿ ವಿಶೇಷ ಪೂಜೆ ಸಲ್ಲಿಸಿದರು [572, 884, 693, 901]
caption-protest: ಅಥಣಿ: ಬೆಳಗಾವಿಯಲ್ಲಿ ಎಂಇಎಸ್ ಹಾಗೂ ಕನ್ನಡದ ವಿರೋಧಿಗಳನ್ನು ರಾಜ್ಯದಿಂದ ಗಡಿಪಾರು ಮಾಡಬೇಕು ಎಂದು ಆಗ್ರಹಿಸಿ ಪಟ್ಟಣದ ಕಲ್ಯಾಣ (ಶಿವಯೋಗಿ) ವೃತ್ತದ ಪ್ರಮುಖ ರಸ್ತೆಯಲ್ಲಿ ಅಥಣಿ ತಾಲೂಕು ಕರ್ನಾಟಕ ರಕ್ಷಣಾ ವೇದಿಕೆಯ ಟಿ.ಎ.ನಾರಾಯಣಗೌಡ ಬಣದ ಕಾರ್ಯಕರ್ತರು ರಸ್ತೆ ಬಂದ್ ಮಾಡಿ ಪ್ರತಿಭಟನೆ ಮಾಡಿದರು. [208, 260, 433, 297]
quote-text: ನಾವು ಕೂಡ ವಿದ್ಯಾರ್ಥಿಯಾಗಿ ಇದೇ ಕ್ರೀಡಾಂಗಣದಲ್ಲಿ ಆಟಗಳನ್ನು ಆಡಿದವರು ಹಾಗಾಗಿ ಶಿಕ್ಷಣ ಇಲಾಖೆಯ ಮಕ್ಕಳ ಪರವಾಗಿನ ಅಭಿವೃದ್ಧಿಗೆ ಪ್ರೋತ್ಸಾಹಿಸುವ ಕಾರ್ಯಗಳನ್ನು ಮಾಡುವೆ. [390, 538, 496, 573]
dateline: ರಾಯಬಾಗ: [726, 950, 752, 958]
weather-icon [562, 28, 602, 62]
story-siledar: ಚೆನ್ನಮ್ಮನ ಕಿತ್ತೂರು: ಸ್ಥಳೀಯ ಕಲಮಠದ ಶ್ರೀ ಮಡಿವಾಳ ರಾಜಯೋಗೀಂದ್ರ ಸ್ವಾಮೀಜಿ ಅವರು ಕಿತ್ತೂರಿನ ಶಿಲೇದಾರ ಮನೆತನಕ್ಕೆ ಭೇಟಿ ನೀಡಿ ಆಶೀರ್ವಾದ ನೀಡಿದರು. ಕಿತ್ತೂರು ಸಂಸ್ಥಾನದ ಇತಿಹಾಸದಲ್ಲಿ ಶಿಲೇದಾರ ಮನೆತನಕ್ಕೆ ವಿಶೇಷ ಸ್ಥಾನವಿದೆ. ರಾಣಿ ಚನ್ನಮ್ಮನ ಹೋರಾಟದಲ್ಲಿ ಈ ಮನೆತನದ ಪೂರ್ವಜರು ಮಹತ್ವದ ಪಾತ್ರ ವಹಿಸಿದ್ದರು. ಅಂತಹ ಮನೆತನದ ಇತಿಹಾಸ ಉಳಿಸಿ ಬೆಳೆಸುವ ಕಾರ್ಯ ಆಗಬೇಕು ಎಂದು ಶ್ರೀಗಳು ಹೇಳಿದರು. ಈ ಸಂದರ್ಭದಲ್ಲಿ ಮನೆತನದ ಹಿರಿಯರು ಶ್ರೀಗಳಿಗೆ ಪಾದಪೂಜೆ ಸಲ್ಲಿಸಿ ಗೌರವಿಸಿದರು. ಕಿತ್ತೂರು ಉತ್ಸವದ ಹಿನ್ನೆಲೆಯಲ್ಲಿ ಈ ಭೇಟಿ ಮಹತ್ವ ಪಡೆದಿದೆ. ಕುಟುಂಬದ ಸದಸ್ಯರು, ಗ್ರಾಮದ ಹಿರಿಯರು, ಭಕ್ತರು ಉಪಸ್ಥಿತರಿದ್ದರು. [279, 1164, 437, 1244]
min-temp-box [656, 28, 696, 68]
story-hl-jarkiholi: ಜಾರಕಿಹೊಳಿ ಅವಿರೋಧ ಆಯ್ಕೆ: ಸಂಭ್ರಮಾಚರಣೆ [487, 735, 753, 755]
lead-body-1: ಸವದತ್ತಿ: ವಿದ್ಯಾರ್ಥಿಗಳು ಪಠ್ಯದ ಜೊತೆಗೆ ಪಠ್ಯೇತರ ಚಟುವಟಿಕೆಗಳಲ್ಲಿ ಪಾಲ್ಗೊಳ್ಳುವುದರಿಂದ ಮಾನಸಿಕ ಮತ್ತು ದೈಹಿಕವಾಗಿ ಉತ್ತಮ ಆರೋಗ್ಯಕ್ಕೆ ಸಹಕಾರಿ. ಎಲ್ಲ ಕ್ರೀಡೆಗಳು ಸೋಲು ಗೆಲುವು ಮುಖ್ಯವಲ್ಲ ಭಾಗವಹಿಸುವಿಕೆ ಮುಖ್ಯ ಎಂದು ಶಾಸಕ ವಿಶ್ವಾಸ ವೈದ್ಯ ಹೇಳಿದರು. ಅವರು ಸ್ಥಳೀಯ ತಾಲೂಕು ಕ್ರೀಡಾಂಗಣದಲ್ಲಿ ಜಿಲ್ಲಾ ಪಂಚಾಯಿತಿ, ಶಾಲಾ ಶಿಕ್ಷಣ ಇಲಾಖೆ ಹಾಗೂ ತಾಲೂಕು ಆಡಳಿತದ ಸಹಯೋಗದಲ್ಲಿ ಹಮ್ಮಿಕೊಂಡಿದ್ದ 2024-25ನೇ ಸಾಲಿನ ಪ್ರೌಢಶಾಲಾ ಮಕ್ಕಳ ಜಿಲ್ಲಾ ಮಟ್ಟದ ಕ್ರೀಡಾಕೂಟ ಉದ್ಘಾಟಿಸಿ ಮಾತನಾಡಿದರು. ಗ್ರಾಮೀಣ ಪ್ರದೇಶದ ಮಕ್ಕಳಲ್ಲಿ ಅಪಾರ ಪ್ರತಿಭೆ ಅಡಗಿದ್ದು, ಅವರಿಗೆ ಸೂಕ್ತ ವೇದಿಕೆ ಕಲ್ಪಿಸುವ ಕಾರ್ಯ ಆಗಬೇಕು. ಕ್ರೀಡೆಯಿಂದ ಶಿಸ್ತು, ಸಂಯಮ, ನಾಯಕತ್ವ ಗುಣಗಳು ಬೆಳೆಯುತ್ತವೆ. ಸರಕಾರ ಕ್ರೀಡಾಪಟುಗಳಿಗೆ ಹಲವಾರು ಯೋಜನೆಗಳನ್ನು ಜಾರಿಗೆ ತಂದಿದ್ದು ಅವುಗಳ ಸದುಪಯೋಗ ಪಡೆದುಕೊಳ್ಳಬೇಕು ಎಂದರು. ಕ್ಷೇತ್ರ ಶಿಕ್ಷಣಾಧಿಕಾರಿ ಪಿ.ಬಿ. ಹಾಲಿ ಪ್ರಾಸ್ತಾವಿಕವಾಗಿ ಮಾತನಾಡಿದರು. [208, 410, 358, 526]
story-hl-chia: ಚಿಯಾ ಬೀಜ ಬೇಸಾಯ ಕಾರ್ಯಾಗಾರ: ರೈತರು ಭಾಗಿ [208, 943, 391, 956]
rule-dashes [60, 1135, 620, 1136]
lead-headline-line1: ಕ್ರೀಡೆಯಲ್ಲಿ ಭಾಗವಹಿಸುವಿಕೆ [208, 321, 472, 357]
divider [205, 938, 481, 939]
caption-reunion: ಗೋಕಾಕ: ಸೋಮವಾರ ಕರ್ನಾಟಕ ರಾಜ್ಯ ಉಪ್ಪಾರ ಅಭಿವೃದ್ಧಿ ನಿಗಮ ಅಧ್ಯಕ್ಷರಾಗಿ ಆಯ್ಕೆಯಾದ ಭರಮಣ್ಣ ಉಪ್ಪಾರ ಅವರನ್ನು ಅವರ 2005ರ ಕಾಲೇಜ್ ಸಹಪಾಠಿಗಳು ನಗರದಲ್ಲಿ ಸತ್ಕರಿಸಿದರು. [702, 278, 900, 295]
story-dcc: ಬೆಳಗಾವಿ: ರಾಮದುರ್ಗ ತಾಲೂಕಿನಲ್ಲಿ ನಡೆದ ಡಿಸಿಸಿ ಬ್ಯಾಂಕ್ ನಿರ್ದೇಶಕರ ಸ್ಥಾನಕ್ಕೆ ಬೆಳಗಾವಿ ಜಿಲ್ಲಾ ಮಧ್ಯವರ್ತಿ ಬ್ಯಾಂಕ್ ನಿರ್ದೇಶಕರಾಗಿ ಚನ್ನರಾಜ ಹಟ್ಟಿಹೊಳಿ ಅವಿರೋಧವಾಗಿ ಆಯ್ಕೆಯಾಗಿದ್ದಾರೆ. ನಿರ್ದೇಶಕ ಸ್ಥಾನಕ್ಕೆ ನಾಮಪತ್ರ ಸಲ್ಲಿಸಿದ್ದರು. ನಾಮಪತ್ರ ವಾಪಸ್ ಪಡೆಯಲು ಅಂತಿಮ ದಿನವಾದ ಸೋಮವಾರ ಯಾರೂ ಕಣದಲ್ಲಿ ಇಲ್ಲದ ಕಾರಣ ಅವಿರೋಧ ಆಯ್ಕೆ ಘೋಷಿಸಲಾಯಿತು. [362, 672, 660, 698]
reg-dot [108, 1448, 115, 1455]
dateline: ಗೋಕಾಕ: [487, 766, 508, 774]
min-label: ಕನಿಷ್ಠ [670, 28, 682, 36]
